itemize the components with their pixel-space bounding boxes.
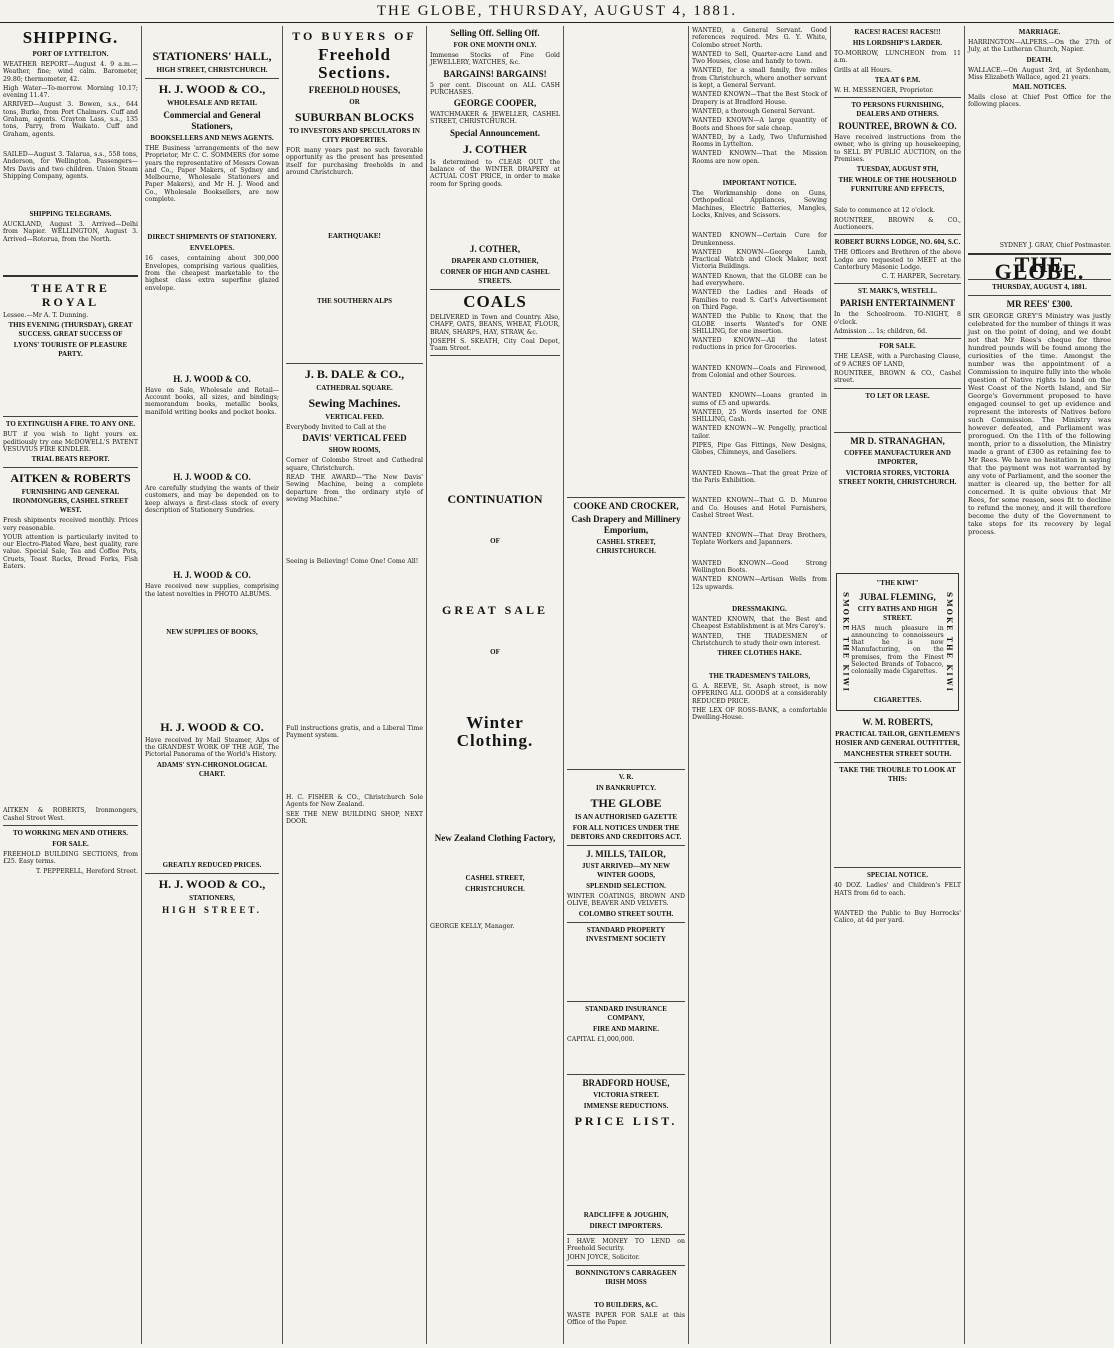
wanted-11: WANTED Known, that the GLOBE can be had everywhere. bbox=[692, 272, 827, 288]
bankruptcy: IN BANKRUPTCY. bbox=[595, 784, 657, 792]
cother-heading: J. COTHER bbox=[462, 141, 527, 156]
column-8 bbox=[964, 26, 1114, 1344]
sale-commence: Sale to commence at 12 o'clock. bbox=[834, 207, 936, 215]
wanted-14: WANTED KNOWN—All the latest reductions in price for Groceries. bbox=[692, 337, 827, 352]
luncheon: TO-MORROW, LUNCHEON from 11 a.m. bbox=[834, 50, 961, 65]
vertical-feed: VERTICAL FEED. bbox=[325, 413, 384, 422]
fleming: JUBAL FLEMING, bbox=[859, 591, 936, 602]
arrived-list: ARRIVED—August 3. Bowen, s.s., 644 tons, Burke, from Port Chalmers. Cuff and Graham, agents. Crayton Lass, s.s., 135 tons, Parry, from Waikato. Cuff and Graham, agents. bbox=[3, 101, 138, 138]
sewing-machines: Sewing Machines. bbox=[308, 396, 401, 411]
wanted-1: WANTED, a General Servant. Good references required. Mrs G. Y. White, Colombo street North. bbox=[692, 27, 827, 49]
mills-splendid: SPLENDID SELECTION. bbox=[586, 882, 666, 890]
price-list: PRICE LIST. bbox=[574, 1113, 678, 1128]
capital: CAPITAL £1,000,000. bbox=[567, 1035, 635, 1043]
globe-gazette: THE GLOBE bbox=[590, 796, 662, 810]
messenger: W. H. MESSENGER, Proprietor. bbox=[834, 86, 934, 94]
lessee: Lessee.—Mr A. T. Dunning. bbox=[3, 312, 89, 320]
cashel-street: CASHEL STREET, bbox=[465, 874, 525, 883]
cother-corner: CORNER OF HIGH AND CASHEL STREETS. bbox=[440, 267, 550, 285]
marriage-heading: MARRIAGE. bbox=[1018, 28, 1061, 36]
shipping-heading: SHIPPING. bbox=[22, 28, 119, 47]
earthquake: EARTHQUAKE! bbox=[328, 232, 381, 241]
tradesmens-tailors: THE TRADESMEN'S TAILORS, bbox=[708, 672, 811, 681]
bradford-heading: BRADFORD HOUSE, bbox=[582, 1077, 670, 1088]
marriage-body: HARRINGTON—ALPERS.—On the 27th of July, at the Lutheran Church, Napier. bbox=[968, 39, 1111, 54]
booksellers: BOOKSELLERS AND NEWS AGENTS. bbox=[150, 134, 274, 142]
envelopes-body: 16 cases, containing about 300,000 Envelopes, comprising various qualities, from the cheapest marketable to the highest class extra superfine glazed envelope. bbox=[145, 255, 279, 292]
hjwood-2: H. J. WOOD & CO. bbox=[173, 373, 251, 384]
commercial: Commercial and General Stationers, bbox=[163, 110, 261, 131]
continuation: CONTINUATION bbox=[447, 492, 543, 507]
important-notice: IMPORTANT NOTICE. bbox=[722, 179, 797, 188]
cooke-heading: COOKE AND CROCKER, bbox=[573, 501, 679, 511]
wanted-4: WANTED KNOWN—That the Best Stock of Drapery is at Bradford House. bbox=[692, 91, 827, 106]
rountree-heading: ROUNTREE, BROWN & CO. bbox=[838, 121, 957, 132]
hjwood-3: H. J. WOOD & CO. bbox=[173, 472, 251, 483]
schoolroom: In the Schoolroom. TO-NIGHT, 8 o'clock. bbox=[834, 311, 961, 326]
or-label: OR bbox=[349, 98, 360, 106]
aitken-body: YOUR attention is particularly invited to our Electro-Plated Ware, best quality, rare value. Special Sale, Tea and Coffee Pots, Cruets, Toast Racks, Bread Forks, Fish Eaters. bbox=[3, 533, 138, 571]
standard-insurance: STANDARD INSURANCE COMPANY, bbox=[585, 1004, 667, 1022]
cother-2: J. COTHER, bbox=[469, 243, 521, 254]
mills-arrived: JUST ARRIVED—MY NEW WINTER GOODS, bbox=[582, 862, 670, 879]
lodge-body: THE Officers and Brethren of the above Lodge are requested to MEET at the Canterbury Masonic Lodge. bbox=[834, 249, 961, 271]
fire-marine: FIRE AND MARINE. bbox=[593, 1024, 659, 1033]
adams-chart: ADAMS' SYN-CHRONOLOGICAL CHART. bbox=[156, 760, 268, 778]
bonnington: BONNINGTON'S CARRAGEEN IRISH MOSS bbox=[575, 1268, 677, 1286]
direct-shipments: DIRECT SHIPMENTS OF STATIONERY. bbox=[147, 233, 277, 242]
horrocks-calico: WANTED the Public to Buy Horrocks' Calico, at 4d per yard. bbox=[834, 909, 961, 925]
fresh-shipments: Fresh shipments received monthly. Prices very reasonable. bbox=[3, 517, 138, 532]
aitken-sign: AITKEN & ROBERTS, Ironmongers, Cashel Street West. bbox=[3, 807, 138, 822]
stationers-body: THE Business 'arrangements of the new Proprietor, Mr C. C. SOMMERS (for some years the representative of Messrs Cowan and Co., Paper Makers, of Sydney and Melbourne, Wholesale Stationers and Paper Makers), and Mr H. J. Wood and Co., Wholesale Booksellers, are now complete. bbox=[145, 145, 279, 204]
wanted-18: WANTED KNOWN—W. Pengelly, practical tailor. bbox=[692, 425, 827, 440]
wanted-21: WANTED KNOWN—That Dray Brothers, Teplate Workers and Japanners. bbox=[692, 532, 827, 547]
bargains: BARGAINS! BARGAINS! bbox=[443, 68, 547, 79]
admission: Admission ... 1s; children, 6d. bbox=[834, 328, 928, 336]
tonight: THIS EVENING (THURSDAY), GREAT SUCCESS. GREAT SUCCESS OF bbox=[8, 321, 133, 339]
lyons-party: LYONS' TOURISTE OF PLEASURE PARTY. bbox=[13, 341, 128, 359]
telegrams-body: AUCKLAND, August 3. Arrived—Delhi from Napier. WELLINGTON, August 3. Arrived—Rotorua, from the North. bbox=[3, 221, 138, 243]
instructions: Full instructions gratis, and a Liberal Time Payment system. bbox=[286, 724, 423, 739]
wanted-20: WANTED KNOWN—That G. D. Munroe and Co. Houses and Hotel Furnishers, Cashel Street West. bbox=[692, 497, 827, 519]
high-water: High Water—To-morrow. Morning 10.17; evening 11.47. bbox=[3, 84, 138, 100]
death-heading: DEATH. bbox=[1026, 55, 1053, 64]
money-to-lend: I HAVE MONEY TO LEND on Freehold Security. bbox=[567, 1237, 685, 1253]
one-month: FOR ONE MONTH ONLY. bbox=[453, 41, 537, 49]
aitken-sub: FURNISHING AND GENERAL IRONMONGERS, CASHEL STREET WEST. bbox=[12, 488, 129, 515]
wanted-3: WANTED, for a small family, five miles from Christchurch, where another servant is kept, a General Servant. bbox=[692, 67, 827, 90]
immense-stocks: Immense Stocks of Fine Gold JEWELLERY, WATCHES, &c. bbox=[430, 52, 560, 67]
nz-clothing-factory: New Zealand Clothing Factory, bbox=[434, 833, 556, 844]
coffee-manufacturer: COFFEE MANUFACTURER AND IMPORTER, bbox=[844, 448, 951, 466]
cathedral-square: CATHEDRAL SQUARE. bbox=[316, 384, 393, 393]
hjwood-6: H. J. WOOD & CO., bbox=[158, 876, 266, 891]
column-3 bbox=[282, 26, 426, 1344]
burns-lodge: ROBERT BURNS LODGE, NO. 604, S.C. bbox=[834, 238, 961, 247]
seeing-believing: Seeing is Believing! Come One! Come All! bbox=[286, 558, 419, 566]
dale-heading: J. B. DALE & CO., bbox=[304, 367, 405, 382]
high-street-2: HIGH STREET. bbox=[162, 904, 262, 915]
lease: THE LEASE, with a Purchasing Clause, of 9 ACRES OF LAND, bbox=[834, 353, 961, 368]
freehold-houses: FREEHOLD HOUSES, bbox=[308, 85, 401, 95]
reeve-offering: G. A. REEVE, St. Asaph street, is now OFFERING ALL GOODS at a considerably REDUCED PRICE. bbox=[692, 683, 827, 705]
column-1 bbox=[0, 26, 141, 1344]
theatre-heading: THEATRE ROYAL bbox=[31, 281, 110, 310]
freehold-sections: FREEHOLD BUILDING SECTIONS, from £25. Easy terms. bbox=[3, 850, 138, 866]
death-body: WALLACE.—On August 3rd, at Sydenham, Miss Elizabeth Wallace, aged 21 years. bbox=[968, 66, 1111, 81]
winter-clothing: Winter Clothing. bbox=[456, 713, 534, 751]
wanted-17: WANTED, 25 Words inserted for ONE SHILLING, Cash. bbox=[692, 408, 827, 424]
extinguish-heading: TO EXTINGUISH A FIRE. TO ANY ONE. bbox=[5, 420, 136, 429]
wanted-19: WANTED Known—That the great Prize of the Paris Exhibition. bbox=[692, 469, 827, 484]
of-label-2: OF bbox=[490, 648, 500, 657]
manchester-street: MANCHESTER STREET SOUTH. bbox=[843, 750, 952, 759]
hjwood-3-body: Are carefully studying the wants of their customers, and may be depended on to keep always a first-class stock of every description of Stationery Sundries. bbox=[145, 485, 279, 514]
roberts-hosier: PRACTICAL TAILOR, GENTLEMEN'S HOSIER AND GENERAL OUTFITTER, bbox=[835, 730, 960, 748]
column-7 bbox=[830, 26, 964, 1344]
mills-coatings: WINTER COATINGS, BROWN AND OLIVE, BEAVER AND VELVETS. bbox=[567, 893, 685, 908]
cooper-heading: GEORGE COOPER, bbox=[453, 98, 537, 109]
award: READ THE AWARD—"The New Davis' Sewing Machine, being a complete departure from the ordinary style of sewing Machine." bbox=[286, 474, 423, 503]
port-heading: PORT OF LYTTELTON. bbox=[32, 50, 109, 58]
radcliffe: RADCLIFFE & JOUGHIN, bbox=[583, 1210, 669, 1219]
hjwood-4-body: Have received new supplies, comprising the latest novelties in PHOTO ALBUMS. bbox=[145, 583, 279, 598]
victoria-street: VICTORIA STREET. bbox=[593, 1090, 659, 1099]
southern-alps: THE SOUTHERN ALPS bbox=[316, 297, 393, 306]
st-marks: ST. MARK'S, WESTELL. bbox=[858, 287, 937, 296]
wholesale: WHOLESALE AND RETAIL bbox=[166, 99, 258, 107]
showrooms: SHOW ROOMS, bbox=[328, 446, 381, 455]
parish-entertainment: PARISH ENTERTAINMENT bbox=[839, 298, 956, 309]
telegrams-heading: SHIPPING TELEGRAMS. bbox=[29, 210, 112, 219]
special-announcement: Special Announcement. bbox=[449, 127, 540, 138]
trial-heading: TRIAL BEATS REPORT. bbox=[31, 455, 110, 464]
buyers-body: FOR many years past no such favorable opportunity as the present has presented itself for purchasing freeholds in and around Christchurch. bbox=[286, 147, 423, 176]
wanted-12: WANTED the Ladies and Heads of Families to read S. Carl's Advertisement on Third Page. bbox=[692, 289, 827, 311]
lordship-larder: HIS LORDSHIP'S LARDER. bbox=[852, 39, 943, 47]
forsale-heading: FOR SALE. bbox=[52, 839, 89, 848]
wanted-8: WANTED KNOWN—That the Mission Rooms are now open. bbox=[692, 150, 827, 165]
dressmaking: DRESSMAKING. bbox=[732, 604, 787, 613]
kiwi-body: HAS much pleasure in announcing to connoisseurs that he is now Manufacturing, on the premises, from the Finest Selected Brands of Tobacco, colonially made Cigarettes. bbox=[851, 624, 944, 676]
felt-hats: 40 DOZ. Ladies' and Children's FELT HATS from 6d to each. bbox=[834, 882, 961, 897]
new-supplies: NEW SUPPLIES OF BOOKS, bbox=[166, 627, 258, 636]
forsale-heading-7: FOR SALE. bbox=[879, 342, 916, 351]
stranaghan: MR D. STRANAGHAN, bbox=[850, 435, 945, 446]
mail-heading: MAIL NOTICES. bbox=[1012, 83, 1067, 92]
races: RACES! RACES! RACES!!! bbox=[854, 28, 941, 36]
patent-kindler: BUT if you wish to light yours ex. peditiously try one McDOWELL'S PATENT VESUVIUS FIRE KINDLER. bbox=[3, 431, 138, 453]
vr-mark: V. R. bbox=[618, 773, 634, 781]
freehold-sections-heading: Freehold Sections. bbox=[318, 45, 391, 82]
victoria-stores: VICTORIA STORES, VICTORIA STREET NORTH, CHRISTCHURCH. bbox=[838, 468, 957, 486]
cash-drapery: Cash Drapery and Millinery Emporium, bbox=[571, 514, 681, 535]
harper: C. T. HARPER, Secretary. bbox=[881, 273, 961, 281]
to-let: TO LET OR LEASE. bbox=[865, 391, 930, 400]
persons-furnishing: TO PERSONS FURNISHING, DEALERS AND OTHERS. bbox=[851, 101, 944, 119]
pepperell: T. PEPPERELL, Hereford Street. bbox=[35, 867, 138, 875]
standard-society: STANDARD PROPERTY INVESTMENT SOCIETY bbox=[585, 925, 667, 943]
mills-colombo: COLOMBO STREET SOUTH. bbox=[578, 909, 674, 918]
hjwood-heading: H. J. WOOD & CO., bbox=[158, 82, 266, 96]
hjwood-5-body: Have received by Mail Steamer, Alps of the GRANDEST WORK OF THE AGE, The Pictorial Panorama of the World's History. bbox=[145, 736, 279, 759]
wanted-25: WANTED, THE TRADESMEN of Christchurch to study their own interest. bbox=[692, 632, 827, 647]
wanted-2: WANTED to Sell, Quarter-acre Land and Two Houses, close and handy to town. bbox=[692, 50, 827, 66]
masthead bbox=[0, 0, 1114, 23]
christchurch: CHRISTCHURCH. bbox=[465, 885, 525, 894]
fisher-agents: H. C. FISHER & CO., Christchurch Sole Agents for New Zealand. bbox=[286, 794, 423, 809]
invited: Everybody Invited to Call at the bbox=[286, 424, 387, 432]
wanted-10: WANTED KNOWN—George Lamb, Practical Watch and Clock Maker, next Victoria Buildings. bbox=[692, 248, 827, 271]
leader-heading: MR REES' £300. bbox=[1006, 298, 1073, 309]
wanted-13: WANTED the Public to Know, that the GLOBE inserts Wanted's for ONE SHILLING, for one insertion. bbox=[692, 313, 827, 335]
workmen-heading: TO WORKING MEN AND OTHERS. bbox=[12, 828, 129, 837]
ross-bank: THE LEX OF ROSS-BANK, a comfortable Dwelling-House. bbox=[692, 707, 827, 722]
weather-report: WEATHER REPORT—August 4. 9 a.m.—Weather, fine; wind calm. Barometer, 29.80; thermometer, 42. bbox=[3, 61, 138, 83]
davis-heading: DAVIS' VERTICAL FEED bbox=[302, 433, 407, 444]
of-label: OF bbox=[490, 537, 500, 546]
wanted-15: WANTED KNOWN—Coals and Firewood, from Colonial and other Sources. bbox=[692, 364, 827, 379]
column-6 bbox=[688, 26, 830, 1344]
wanted-7: WANTED, by a Lady, Two Unfurnished Rooms in Lyttelton. bbox=[692, 133, 827, 149]
high-street: HIGH STREET, CHRISTCHURCH. bbox=[156, 66, 268, 74]
special-notice: SPECIAL NOTICE. bbox=[866, 871, 929, 880]
column-2 bbox=[141, 26, 282, 1344]
waste-paper: WASTE PAPER FOR SALE at this Office of the Paper. bbox=[567, 1311, 685, 1327]
importers: DIRECT IMPORTERS. bbox=[589, 1221, 663, 1230]
roberts-heading: W. M. ROBERTS, bbox=[862, 717, 933, 728]
wanted-9: WANTED KNOWN—Certain Cure for Drunkenness. bbox=[692, 232, 827, 247]
wanted-16: WANTED KNOWN—Loans granted in sums of £5 and upwards. bbox=[692, 392, 827, 407]
cooke-cashel: CASHEL STREET, CHRISTCHURCH. bbox=[596, 538, 656, 555]
rountree-2: ROUNTREE, BROWN & CO., Auctioneers. bbox=[834, 216, 961, 231]
globe-date: THURSDAY, AUGUST 4, 1881. bbox=[992, 282, 1087, 291]
sailed-list: SAILED—August 3. Talarua, s.s., 558 tons, Anderson, for Wellington. Passengers—Mrs Davis and two children. Union Steam Shipping Company, agents. bbox=[3, 150, 138, 180]
watchmaker: WATCHMAKER & JEWELLER, CASHEL STREET, CHRISTCHURCH. bbox=[430, 111, 560, 126]
new-building: SEE THE NEW BUILDING SHOP, NEXT DOOR. bbox=[286, 810, 423, 826]
important-body: The Workmanship done on Guns, Orthopedical Appliances, Sewing Machines, Electric Batteries, Mangles, Locks, Knives, and Scissors. bbox=[692, 190, 827, 219]
stationers-heading: STATIONERS' HALL, bbox=[152, 49, 272, 63]
investors: TO INVESTORS AND SPECULATORS IN CITY PROPERTIES. bbox=[289, 127, 420, 144]
coals-heading: COALS bbox=[463, 291, 527, 311]
take-trouble: TAKE THE TROUBLE TO LOOK AT THIS: bbox=[839, 766, 956, 784]
skeath: JOSEPH S. SKEATH, City Coal Depot, Tuam Street. bbox=[430, 337, 560, 353]
buyers-heading: TO BUYERS OF bbox=[292, 29, 417, 43]
kelly: GEORGE KELLY, Manager. bbox=[430, 923, 515, 931]
coals-body: DELIVERED in Town and Country. Also, CHAFF, OATS, BEANS, WHEAT, FLOUR, BRAN, SHARPS, HAY, STRAW, &c. bbox=[430, 313, 560, 336]
stationers-2: STATIONERS, bbox=[189, 893, 235, 902]
kiwi-advert bbox=[836, 573, 959, 712]
rountree-body: Have received instructions from the owner, who is giving up housekeeping, to SELL BY PUBLIC AUCTION, on the Premises. bbox=[834, 134, 961, 164]
envelopes-heading: ENVELOPES. bbox=[189, 244, 235, 253]
smoke-kiwi-left: SMOKE THE KIWI bbox=[841, 591, 851, 693]
immense-reductions: IMMENSE REDUCTIONS. bbox=[583, 1101, 669, 1110]
column-5 bbox=[563, 26, 688, 1344]
wanted-23: WANTED KNOWN—Artisan Wells from 12s upwards. bbox=[692, 576, 827, 591]
masthead-title: THE GLOBE, THURSDAY, AUGUST 4, 1881. bbox=[376, 3, 738, 19]
tea-time: TEA AT 6 P.M. bbox=[874, 75, 921, 84]
greatly-reduced: GREATLY REDUCED PRICES. bbox=[162, 860, 262, 869]
mills-heading: J. MILLS, TAILOR, bbox=[586, 849, 666, 859]
smoke-kiwi-right: SMOKE THE KIWI bbox=[945, 591, 954, 693]
tuesday: TUESDAY, AUGUST 9TH, bbox=[856, 165, 939, 174]
mail-body: Mails close at Chief Post Office for the following places. bbox=[968, 94, 1111, 109]
debtors-notices: FOR ALL NOTICES UNDER THE DEBTORS AND CREDITORS ACT. bbox=[570, 824, 682, 841]
pipes: PIPES, Pipe Gas Fittings, New Designs, Globes, Chimneys, and Gaseliers. bbox=[692, 442, 827, 457]
to-builders: TO BUILDERS, &C. bbox=[594, 1300, 658, 1309]
city-baths: CITY BATHS AND HIGH STREET. bbox=[857, 604, 938, 622]
suburban-blocks: SUBURBAN BLOCKS bbox=[294, 110, 415, 124]
whole-furniture: THE WHOLE OF THE HOUSEHOLD FURNITURE AND EFFECTS, bbox=[838, 176, 957, 194]
wanted-24: WANTED KNOWN, that the Best and Cheapest Establishment is at Mrs Carey's. bbox=[692, 615, 827, 631]
cother-body: Is determined to CLEAR OUT the balance of the WINTER DRAPERY at ACTUAL COST PRICE, in order to make room for Spring goods. bbox=[430, 158, 560, 188]
wanted-22: WANTED KNOWN—Good Strong Wellington Boots. bbox=[692, 559, 827, 575]
globe-title: THE GLOBE. bbox=[994, 252, 1085, 285]
leader-body: SIR GEORGE GREY'S Ministry was justly celebrated for the number of things it was just on the point of doing, and we doubt not that Mr Rees's cheque for three hundred pounds will be found among the curiosities of the time. Amongst the number was the appointment of a Commission to inquire fully into the whole question of Native rights to land on the West Coast of the North Island, and Sir George's Government proposed to have engaged counsel to get up evidence and represent the interests of Natives before such Commission. The Ministry was however defeated, and Parliament was prorogued. On the 11th of the following month, prior to a dissolution, the Ministry made a grant of £300 as retaining fee to Mr Rees. We have no hesitation in saying that the payment was not warranted by any vote of Parliament, and the sooner the matter is cleared up, the better for all concerned. It is quite obvious that Mr Rees, for some reason, sees fit to decline to refund the money, and it will therefore become the duty of the Government to take steps for its recovery by legal process. bbox=[968, 311, 1111, 536]
discount: 5 per cent. Discount on ALL CASH PURCHASES. bbox=[430, 81, 560, 96]
three-clothes: THREE CLOTHES HAKE. bbox=[717, 649, 802, 658]
hjwood-4: H. J. WOOD & CO. bbox=[173, 570, 251, 581]
draper: DRAPER AND CLOTHIER, bbox=[451, 256, 539, 265]
authorised: IS AN AUTHORISED GAZETTE bbox=[574, 813, 678, 821]
aitken-heading: AITKEN & ROBERTS bbox=[10, 471, 131, 486]
postmaster: SYDNEY J. GRAY, Chief Postmaster. bbox=[999, 241, 1111, 249]
rountree-3: ROUNTREE, BROWN & CO., Cashel street. bbox=[834, 369, 961, 385]
great-sale: GREAT SALE bbox=[442, 603, 548, 618]
kiwi-title: "THE KIWI" bbox=[876, 578, 919, 587]
joyce: JOHN JOYCE, Solicitor. bbox=[567, 1254, 640, 1262]
selling-off: Selling Off. Selling Off. bbox=[450, 28, 540, 38]
hjwood-5: H. J. WOOD & CO. bbox=[160, 719, 264, 734]
grills: Grills at all Hours. bbox=[834, 66, 892, 74]
wanted-5: WANTED, a thorough General Servant. bbox=[692, 107, 816, 115]
wanted-6: WANTED KNOWN—A large quantity of Boots and Shoes for sale cheap. bbox=[692, 117, 827, 132]
column-4 bbox=[426, 26, 563, 1344]
cigarettes: CIGARETTES. bbox=[873, 696, 922, 705]
hjwood-2-body: Have on Sale, Wholesale and Retail—Account books, all sizes, and bindings; memorandum books, metallic books, manifold writing books and pocket books. bbox=[145, 386, 279, 416]
corner: Corner of Colombo Street and Cathedral square, Christchurch. bbox=[286, 457, 423, 472]
